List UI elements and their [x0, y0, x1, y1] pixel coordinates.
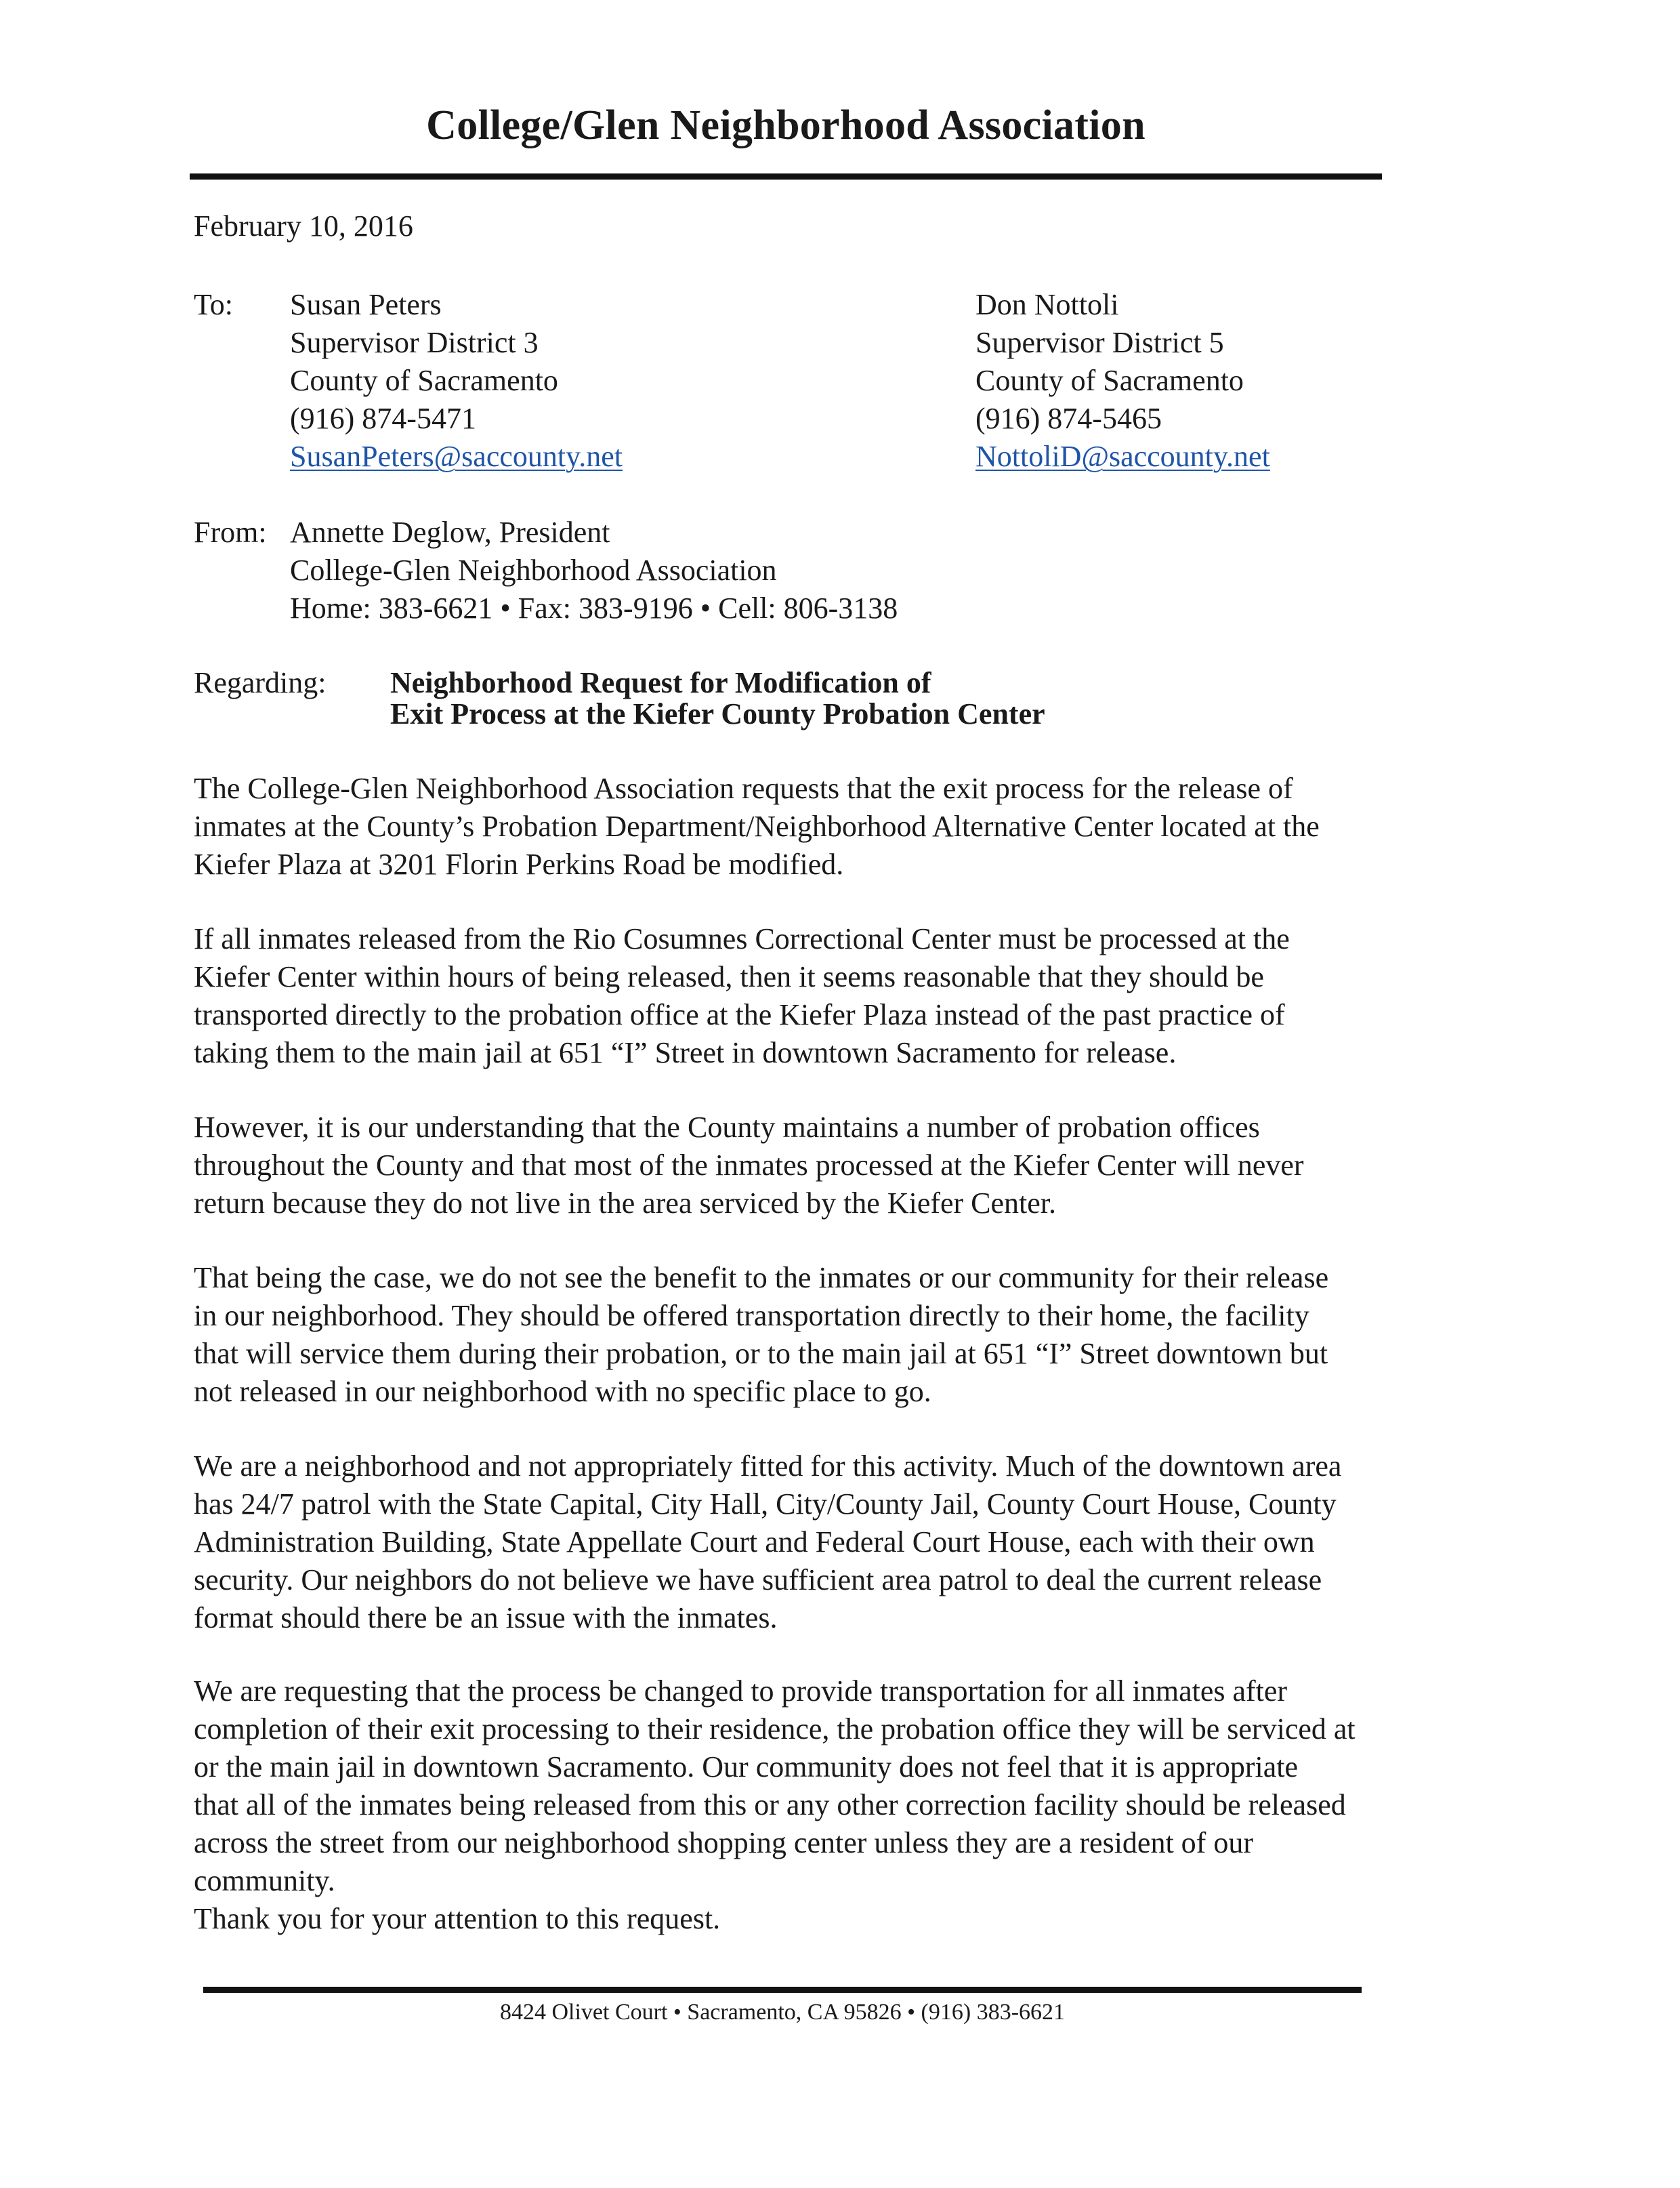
- body-line: across the street from our neighborhood shopping center unless they are a resident of our: [194, 1826, 1253, 1859]
- recipient-1-email-link[interactable]: SusanPeters@saccounty.net: [290, 440, 623, 473]
- sender-contact: Home: 383-6621 • Fax: 383-9196 • Cell: 806-3138: [290, 592, 898, 625]
- body-line: If all inmates released from the Rio Cosumnes Correctional Center must be processed at the: [194, 922, 1290, 955]
- body-line: community.: [194, 1864, 335, 1897]
- body-line: taking them to the main jail at 651 “I” Street in downtown Sacramento for release.: [194, 1036, 1177, 1069]
- body-paragraph-2: [194, 920, 1481, 1072]
- sender-org: College-Glen Neighborhood Association: [290, 554, 777, 587]
- recipient-2-phone: (916) 874-5465: [975, 402, 1162, 435]
- subject-line-1: Neighborhood Request for Modification of: [390, 666, 931, 699]
- body-line: has 24/7 patrol with the State Capital, City Hall, City/County Jail, County Court House, County: [194, 1487, 1337, 1521]
- closing-line: Thank you for your attention to this request.: [194, 1902, 721, 1935]
- body-line: Kiefer Center within hours of being released, then it seems reasonable that they should be: [194, 960, 1264, 993]
- body-line: in our neighborhood. They should be offered transportation directly to their home, the facility: [194, 1299, 1309, 1332]
- body-line: inmates at the County’s Probation Department/Neighborhood Alternative Center located at the: [194, 810, 1320, 843]
- body-line: We are requesting that the process be changed to provide transportation for all inmates after: [194, 1674, 1288, 1708]
- recipient-2-title: Supervisor District 5: [975, 326, 1224, 359]
- to-label: To:: [194, 288, 234, 321]
- body-line: The College-Glen Neighborhood Association requests that the exit process for the release of: [194, 772, 1293, 805]
- sender-name: Annette Deglow, President: [290, 516, 610, 549]
- body-line: transported directly to the probation office at the Kiefer Plaza instead of the past practice of: [194, 998, 1285, 1031]
- body-line: that all of the inmates being released from this or any other correction facility should be released: [194, 1788, 1346, 1821]
- from-label: From:: [194, 516, 267, 549]
- letterhead-rule: [190, 173, 1382, 180]
- body-paragraph-4: [194, 1259, 1481, 1411]
- body-line: that will service them during their probation, or to the main jail at 651 “I” Street downtown but: [194, 1337, 1328, 1370]
- body-paragraph-6: [194, 1672, 1481, 1938]
- body-paragraph-5: [194, 1447, 1481, 1637]
- body-line: return because they do not live in the area serviced by the Kiefer Center.: [194, 1186, 1057, 1220]
- body-line: or the main jail in downtown Sacramento. Our community does not feel that it is appropriate: [194, 1750, 1299, 1783]
- letter-date: February 10, 2016: [194, 209, 413, 243]
- recipient-2-email-link[interactable]: NottoliD@saccounty.net: [975, 440, 1270, 473]
- body-line: not released in our neighborhood with no specific place to go.: [194, 1375, 931, 1408]
- footer-address: 8424 Olivet Court • Sacramento, CA 95826 • (916) 383-6621: [499, 2000, 1066, 2025]
- body-paragraph-3: [194, 1109, 1481, 1222]
- body-line: completion of their exit processing to their residence, the probation office they will be serviced at: [194, 1712, 1356, 1746]
- subject-line-2: Exit Process at the Kiefer County Probation Center: [390, 697, 1045, 730]
- regarding-label: Regarding:: [194, 666, 327, 699]
- body-line: Kiefer Plaza at 3201 Florin Perkins Road be modified.: [194, 848, 844, 881]
- body-line: throughout the County and that most of the inmates processed at the Kiefer Center will never: [194, 1149, 1304, 1182]
- recipient-2-org: County of Sacramento: [975, 364, 1244, 397]
- body-line: However, it is our understanding that the County maintains a number of probation offices: [194, 1111, 1260, 1144]
- letterhead-title: College/Glen Neighborhood Association: [426, 102, 1146, 148]
- body-line: security. Our neighbors do not believe we have sufficient area patrol to deal the current release: [194, 1563, 1322, 1596]
- recipient-1-org: County of Sacramento: [290, 364, 558, 397]
- body-paragraph-1: [194, 770, 1481, 884]
- recipient-2-name: Don Nottoli: [975, 288, 1119, 321]
- recipient-1-name: Susan Peters: [290, 288, 442, 321]
- body-line: That being the case, we do not see the benefit to the inmates or our community for their release: [194, 1261, 1329, 1294]
- body-line: format should there be an issue with the inmates.: [194, 1601, 778, 1634]
- body-line: Administration Building, State Appellate Court and Federal Court House, each with their own: [194, 1525, 1315, 1559]
- recipient-1-phone: (916) 874-5471: [290, 402, 476, 435]
- recipient-1-title: Supervisor District 3: [290, 326, 539, 359]
- body-line: We are a neighborhood and not appropriately fitted for this activity. Much of the downtown area: [194, 1449, 1342, 1483]
